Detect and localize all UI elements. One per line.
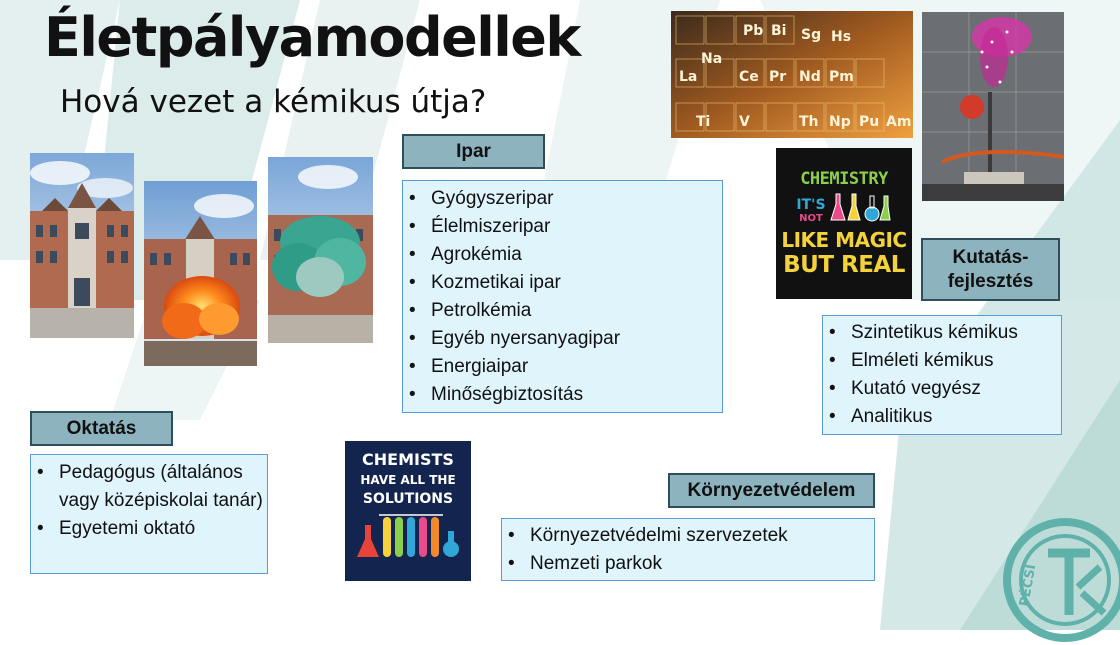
building-photo — [30, 153, 134, 338]
list-item: • Elméleti kémikus — [851, 347, 1061, 375]
list-item: • Kozmetikai ipar — [431, 269, 722, 297]
poster-text-line: CHEMISTS — [362, 450, 454, 469]
element-symbol: Nd — [799, 69, 821, 85]
poster-text-line: CHEMISTRY — [800, 169, 888, 189]
element-symbol: Am — [886, 114, 912, 130]
section-header-label: Környezetvédelem — [687, 479, 856, 501]
list-item: • Egyetemi oktató — [59, 515, 267, 543]
slide-subtitle: Hová vezet a kémikus útja? — [60, 84, 487, 120]
university-logo — [1000, 515, 1120, 645]
slide-title: Életpályamodellek — [44, 6, 580, 69]
item-list — [502, 522, 874, 578]
section-box-kutatas — [822, 315, 1062, 435]
list-item: • Kutató vegyész — [851, 375, 1061, 403]
element-symbol: V — [739, 114, 750, 130]
list-item: • Pedagógus (általános vagy középiskolai tanár) — [59, 459, 267, 515]
element-symbol: Pm — [829, 69, 854, 85]
list-item: • Egyéb nyersanyagipar — [431, 325, 722, 353]
list-item: • Szintetikus kémikus — [851, 319, 1061, 347]
poster-text-line: SOLUTIONS — [362, 491, 454, 507]
poster-text-line: NOT — [799, 213, 823, 224]
section-box-kornyezet — [501, 518, 875, 581]
logo-text: PÉCSI — [1017, 563, 1040, 608]
list-item: • Gyógyszeripar — [431, 185, 722, 213]
list-item: • Minőségbiztosítás — [431, 381, 722, 409]
list-item: • Környezetvédelmi szervezetek — [530, 522, 874, 550]
section-header-label: Kutatás-fejlesztés — [947, 246, 1034, 292]
test-tubes-icon — [353, 511, 463, 561]
element-symbol: Sg — [801, 27, 822, 43]
element-symbol: Pu — [859, 114, 880, 130]
poster-text-line: IT'S — [796, 197, 826, 213]
element-symbol: Th — [799, 114, 819, 130]
chemistry-magic-poster — [776, 148, 912, 299]
lab-experiment-photo — [922, 12, 1064, 201]
section-box-ipar — [402, 180, 723, 413]
section-header-kutatas — [921, 238, 1060, 301]
element-symbol: Pr — [769, 69, 787, 85]
list-item: • Petrolkémia — [431, 297, 722, 325]
element-symbol: Ce — [739, 69, 759, 85]
section-box-oktatas — [30, 454, 268, 574]
section-header-kornyezet — [668, 473, 875, 508]
building-smoke-photo — [268, 157, 373, 343]
chemists-solutions-poster — [345, 441, 471, 581]
element-symbol: Na — [701, 51, 723, 67]
section-header-ipar — [402, 134, 545, 169]
item-list — [403, 185, 722, 409]
list-item: • Agrokémia — [431, 241, 722, 269]
poster-text-line: HAVE ALL THE — [360, 473, 456, 487]
section-header-label: Oktatás — [66, 417, 137, 439]
poster-text-line: BUT REAL — [783, 252, 905, 278]
element-symbol: Np — [829, 114, 851, 130]
list-item: • Analitikus — [851, 403, 1061, 431]
list-item: • Élelmiszeripar — [431, 213, 722, 241]
item-list — [31, 459, 267, 543]
section-header-oktatas — [30, 411, 173, 446]
element-symbol: Bi — [771, 23, 787, 39]
list-item: • Energiaipar — [431, 353, 722, 381]
element-symbol: Ti — [696, 114, 711, 130]
section-header-label: Ipar — [456, 140, 491, 162]
element-symbol: Pb — [743, 23, 764, 39]
periodic-table-photo — [671, 11, 913, 138]
flask-icons — [830, 192, 892, 224]
element-symbol: La — [679, 69, 698, 85]
list-item: • Nemzeti parkok — [530, 550, 874, 578]
item-list — [823, 319, 1061, 431]
building-explosion-photo — [144, 181, 257, 366]
element-symbol: Hs — [831, 29, 852, 45]
poster-text-line: LIKE MAGIC — [781, 228, 907, 252]
